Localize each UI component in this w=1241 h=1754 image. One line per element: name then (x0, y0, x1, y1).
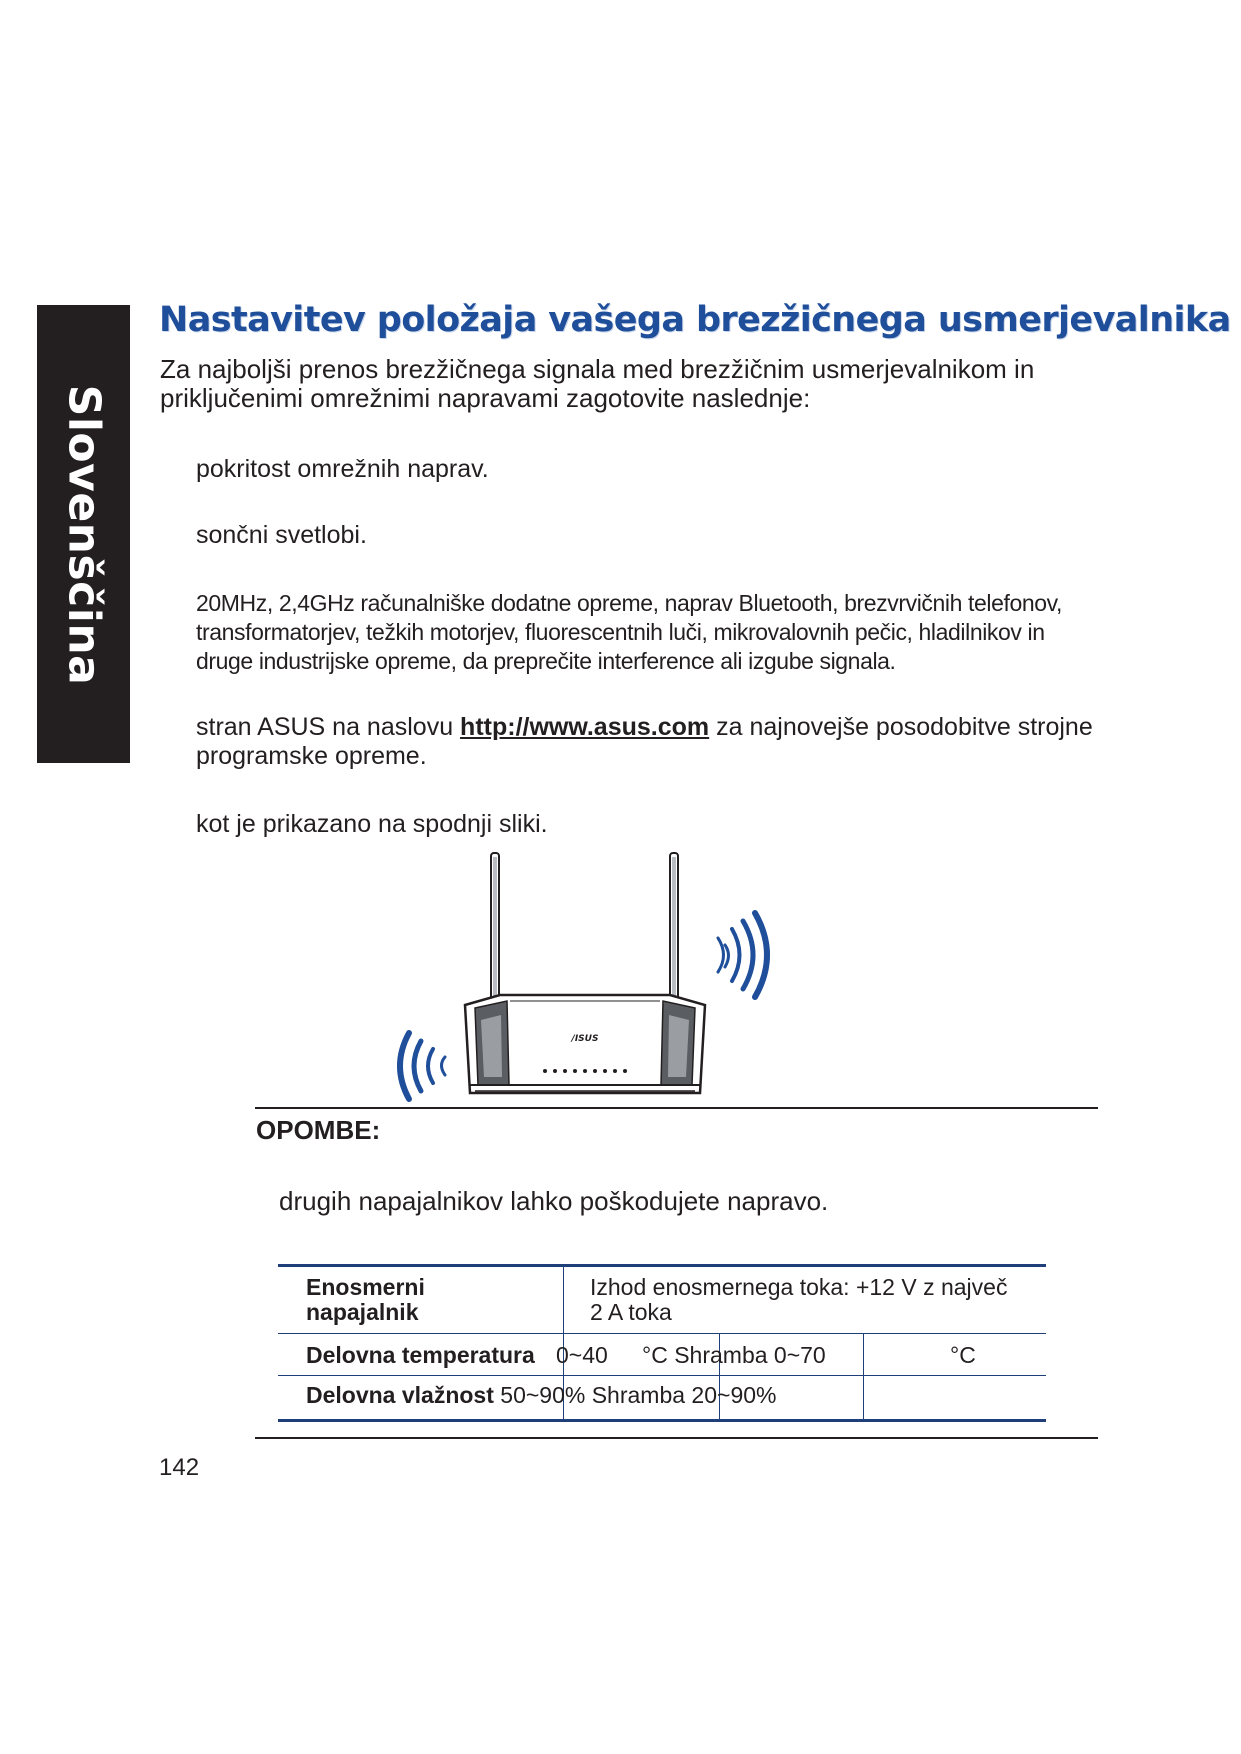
spec-value-temperature-range: 0~40 (556, 1342, 608, 1368)
table-row-divider (278, 1375, 1046, 1376)
item-text: za najnovejše posodobitve strojne programske opreme. (196, 713, 1093, 770)
router-illustration (375, 845, 785, 1110)
list-item: sončni svetlobi. (196, 521, 367, 549)
notes-text: drugih napajalnikov lahko poškodujete napravo. (279, 1186, 829, 1216)
spec-label-humidity: Delovna vlažnost (306, 1382, 494, 1408)
list-item: kot je prikazano na spodnji sliki. (196, 810, 548, 838)
antenna-right (670, 853, 678, 1003)
intro-paragraph: Za najboljši prenos brezžičnega signala med brezžičnim usmerjevalnikom in priključenimi omrežnimi napravami zagotovite naslednje: (160, 354, 1035, 413)
footer-divider (255, 1437, 1098, 1439)
column-divider (563, 1267, 564, 1333)
spec-label-temperature: Delovna temperatura (306, 1342, 535, 1368)
notes-top-divider (255, 1107, 1098, 1109)
language-tab-label: Slovenščina (58, 384, 110, 686)
wifi-waves-right-icon (718, 913, 767, 997)
spec-value-humidity: 50~90% Shramba 20~90% (500, 1382, 777, 1408)
spec-humidity (306, 1383, 776, 1408)
notes-title: OPOMBE: (256, 1115, 381, 1145)
page-number: 142 (159, 1454, 200, 1481)
router-body (465, 995, 705, 1093)
antenna-left (491, 853, 499, 1003)
list-item: pokritost omrežnih naprav. (196, 455, 489, 483)
spec-table (278, 1264, 1046, 1422)
spec-value-storage-temperature: °C Shramba 0~70 (642, 1342, 826, 1368)
section-heading: Nastavitev položaja vašega brezžičnega usmerjevalnika (159, 300, 1231, 340)
spec-value-temperature-unit: °C (950, 1342, 976, 1368)
wifi-waves-left-icon (400, 1033, 445, 1099)
table-row-divider (278, 1333, 1046, 1334)
spec-value-power-adapter: Izhod enosmernega toka: +12 V z največ 2 A toka (590, 1274, 1008, 1325)
status-leds (543, 1069, 627, 1073)
list-item (196, 713, 1106, 771)
item-text: stran ASUS na naslovu (196, 713, 461, 741)
column-divider (863, 1333, 864, 1419)
asus-website-link[interactable]: http://www.asus.com (460, 713, 710, 741)
list-item: 20MHz, 2,4GHz računalniške dodatne opreme, naprav Bluetooth, brezvrvičnih telefonov, transformatorjev, težkih motorjev, fluorescentnih luči, mikrovalovnih pečic, hladilnikov in druge industrijske opreme, da preprečite interference ali izgube signala. (196, 590, 1063, 674)
spec-label-power-adapter: Enosmerni napajalnik (306, 1274, 425, 1325)
router-brand-logo: /ISUS (571, 1034, 599, 1044)
